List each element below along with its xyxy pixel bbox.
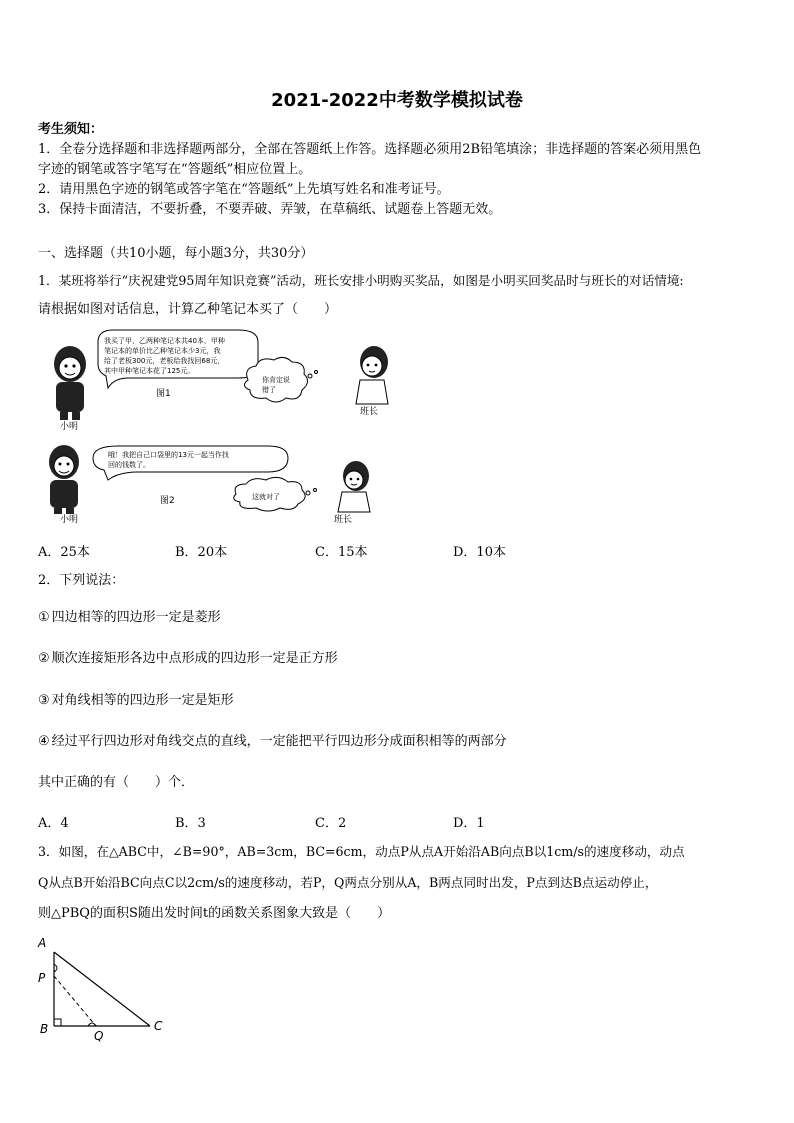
- q1-option-b: B．20本: [175, 545, 228, 560]
- reply-text: 错了: [262, 386, 276, 394]
- q3-stem: 3．如图，在△ABC中，∠B=90°，AB=3cm，BC=6cm，动点P从点A开始沿AB向点B以1cm/s的速度移动，动点: [38, 844, 685, 859]
- bubble-text: 回的钱数了。: [108, 461, 150, 469]
- q1-option-a: A．25本: [38, 545, 90, 560]
- statement-text: 对角线相等的四边形一定是矩形: [51, 693, 234, 708]
- notice-item: 1．全卷分选择题和非选择题两部分，全部在答题纸上作答。选择题必须用2B铅笔填涂；非选择题的答案必须用黑色: [38, 142, 702, 157]
- q2-stem: 2．下列说法：: [38, 573, 125, 588]
- q2-question: 其中正确的有（ ）个．: [38, 775, 195, 790]
- q1-option-d: D．10本: [453, 545, 506, 560]
- q2-option-b: B．3: [175, 816, 206, 831]
- notice-item: 字迹的钢笔或答字笔写在“答题纸”相应位置上。: [38, 162, 312, 177]
- q3-stem: Q从点B开始沿BC向点C以2cm/s的速度移动，若P，Q两点分别从A，B两点同时出发，P点到达B点运动停止，: [38, 875, 658, 890]
- notice-heading: 考生须知：: [38, 122, 104, 137]
- figure-label: 小明: [60, 422, 79, 432]
- section-heading: 一、选择题（共10小题，每小题3分，共30分）: [38, 246, 314, 261]
- statement-mark: ①: [38, 610, 50, 625]
- right-angle-mark: [54, 1019, 61, 1026]
- bubble-text: 给了老板300元，老板给我找回68元，: [104, 357, 225, 365]
- bubble-text: 其中甲种笔记本花了125元。: [104, 367, 195, 375]
- statement-mark: ②: [38, 651, 50, 666]
- banzhang-cartoon: [356, 346, 388, 404]
- point-label-c: C: [154, 1019, 163, 1033]
- bubble-text: 我买了甲、乙两种笔记本共40本，甲种: [104, 337, 225, 345]
- bubble-text: 笔记本的单价比乙种笔记本少3元，我: [104, 347, 221, 355]
- q2-statement: [38, 733, 507, 751]
- statement-text: 四边相等的四边形一定是菱形: [51, 610, 221, 625]
- reply-text: 你肯定说: [262, 376, 290, 384]
- q1-stem: 1．某班将举行“庆祝建党95周年知识竞赛”活动，班长安排小明购买奖品，如图是小明买回奖品时与班长的对话情境:: [38, 273, 684, 288]
- figure-label: 班长: [334, 515, 353, 525]
- q2-statement: [38, 609, 221, 627]
- notice-item: 3．保持卡面清洁，不要折叠，不要弄破、弄皱，在草稿纸、试题卷上答题无效。: [38, 202, 502, 217]
- figure-label: 图2: [160, 496, 175, 506]
- q2-option-a: A．4: [38, 816, 69, 831]
- q3-stem: 则△PBQ的面积S随出发时间t的函数关系图象大致是（ ）: [38, 906, 391, 921]
- bubble-text: 哦！我把自己口袋里的13元一起当作找: [108, 451, 229, 459]
- notice-item: 2．请用黑色字迹的钢笔或答字笔在“答题纸”上先填写姓名和准考证号。: [38, 182, 450, 197]
- banzhang-cartoon: [338, 461, 370, 512]
- q1-stem: 请根据如图对话信息，计算乙种笔记本买了（ ）: [38, 302, 338, 317]
- statement-mark: ③: [38, 693, 50, 708]
- q2-statement: [38, 650, 338, 668]
- point-label-b: B: [40, 1022, 49, 1036]
- statement-mark: ④: [38, 734, 50, 749]
- q1-option-c: C．15本: [315, 545, 368, 560]
- point-label-a: A: [38, 936, 47, 950]
- q3-triangle-figure: [34, 930, 174, 1045]
- statement-text: 经过平行四边形对角线交点的直线，一定能把平行四边形分成面积相等的两部分: [51, 734, 507, 749]
- statement-text: 顺次连接矩形各边中点形成的四边形一定是正方形: [51, 651, 338, 666]
- page-title: 2021-2022中考数学模拟试卷: [271, 90, 523, 111]
- figure-label: 图1: [156, 389, 171, 399]
- figure-label: 班长: [360, 407, 379, 417]
- q2-statement: [38, 692, 234, 710]
- q1-dialogue-figure: [38, 328, 398, 528]
- q2-option-c: C．2: [315, 816, 347, 831]
- q2-option-d: D．1: [453, 816, 485, 831]
- point-label-p: P: [38, 971, 46, 985]
- xiaoming-cartoon: [54, 346, 86, 420]
- xiaoming-cartoon: [49, 445, 79, 514]
- reply-text: 这就对了: [252, 493, 280, 501]
- figure-label: 小明: [60, 515, 79, 525]
- segment-ac: [54, 952, 150, 1026]
- point-label-q: Q: [94, 1029, 104, 1043]
